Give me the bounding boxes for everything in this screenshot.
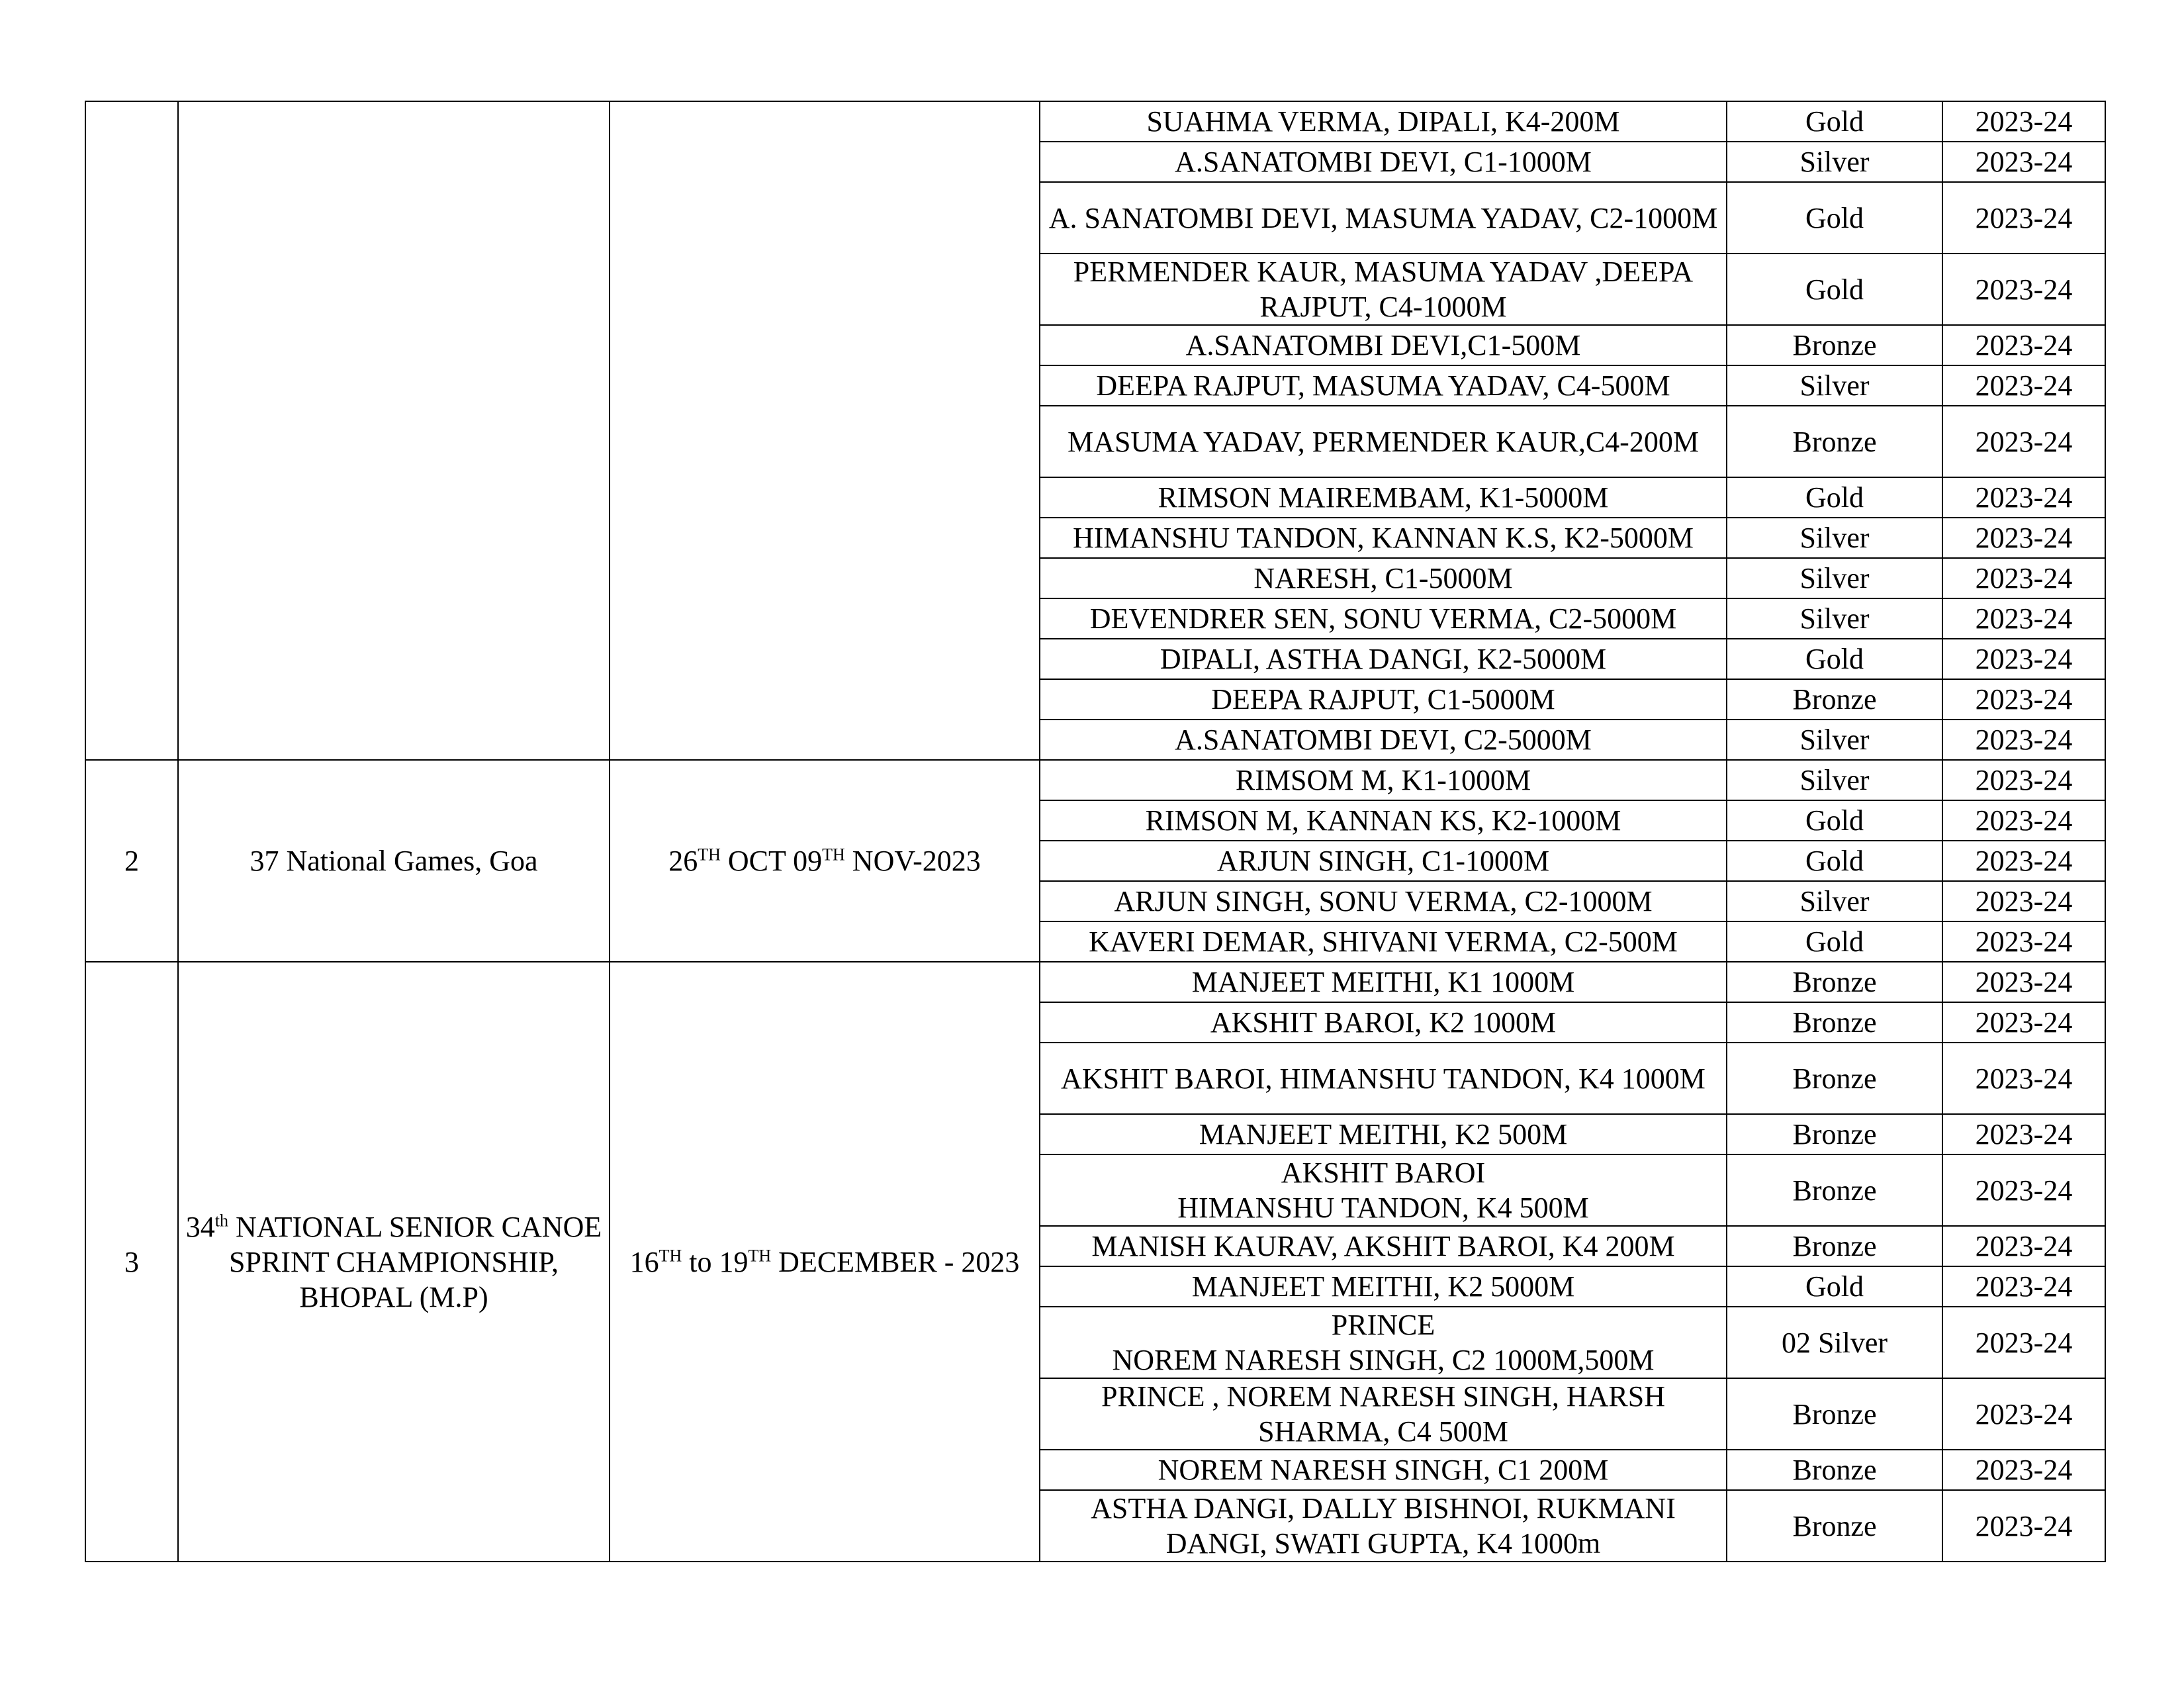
text-part: NATIONAL SENIOR CANOE SPRINT CHAMPIONSHIP, BHOPAL (M.P) (228, 1210, 602, 1313)
text-part: 34 (185, 1210, 215, 1243)
season-year-cell: 2023-24 (1942, 1307, 2105, 1378)
medal-cell: Bronze (1727, 1378, 1942, 1450)
season-year-cell: 2023-24 (1942, 182, 2105, 254)
medal-cell: Silver (1727, 881, 1942, 921)
athletes-event-cell: A. SANATOMBI DEVI, MASUMA YADAV, C2-1000M (1040, 182, 1727, 254)
season-year-cell: 2023-24 (1942, 760, 2105, 800)
season-year-cell: 2023-24 (1942, 142, 2105, 182)
season-year-cell: 2023-24 (1942, 1043, 2105, 1114)
event-date-cell (610, 962, 1040, 1562)
athletes-event-cell: DIPALI, ASTHA DANGI, K2-5000M (1040, 639, 1727, 679)
event-date-cell (610, 760, 1040, 962)
medal-cell: Silver (1727, 518, 1942, 558)
superscript: TH (748, 1245, 772, 1265)
athletes-event-cell: RIMSON M, KANNAN KS, K2-1000M (1040, 800, 1727, 841)
season-year-cell: 2023-24 (1942, 1378, 2105, 1450)
superscript: th (214, 1210, 228, 1230)
athletes-event-cell: NOREM NARESH SINGH, C1 200M (1040, 1450, 1727, 1490)
medal-cell: 02 Silver (1727, 1307, 1942, 1378)
athletes-event-cell: MANJEET MEITHI, K2 500M (1040, 1114, 1727, 1154)
medal-cell: Bronze (1727, 1114, 1942, 1154)
serial-number-cell: 2 (85, 760, 178, 962)
season-year-cell: 2023-24 (1942, 477, 2105, 518)
medal-cell: Bronze (1727, 1226, 1942, 1266)
medal-table-body (85, 101, 2105, 1562)
athletes-event-cell: ARJUN SINGH, SONU VERMA, C2-1000M (1040, 881, 1727, 921)
athletes-event-cell: A.SANATOMBI DEVI,C1-500M (1040, 325, 1727, 365)
medal-cell: Bronze (1727, 1154, 1942, 1226)
season-year-cell: 2023-24 (1942, 1266, 2105, 1307)
medal-cell: Silver (1727, 598, 1942, 639)
athletes-event-cell: RIMSON MAIREMBAM, K1-5000M (1040, 477, 1727, 518)
season-year-cell: 2023-24 (1942, 881, 2105, 921)
medal-cell: Silver (1727, 558, 1942, 598)
season-year-cell: 2023-24 (1942, 1490, 2105, 1562)
season-year-cell: 2023-24 (1942, 1450, 2105, 1490)
season-year-cell: 2023-24 (1942, 679, 2105, 720)
season-year-cell: 2023-24 (1942, 841, 2105, 881)
medal-cell: Silver (1727, 760, 1942, 800)
text-part: NOV-2023 (844, 845, 981, 877)
season-year-cell: 2023-24 (1942, 1002, 2105, 1043)
season-year-cell: 2023-24 (1942, 639, 2105, 679)
season-year-cell: 2023-24 (1942, 254, 2105, 325)
medal-cell: Bronze (1727, 406, 1942, 477)
text-part: 26 (668, 845, 698, 877)
text-part: OCT 09 (720, 845, 823, 877)
season-year-cell: 2023-24 (1942, 921, 2105, 962)
season-year-cell: 2023-24 (1942, 800, 2105, 841)
season-year-cell: 2023-24 (1942, 406, 2105, 477)
medal-cell: Bronze (1727, 1002, 1942, 1043)
season-year-cell: 2023-24 (1942, 720, 2105, 760)
athletes-event-cell: SUAHMA VERMA, DIPALI, K4-200M (1040, 101, 1727, 142)
athletes-event-cell: A.SANATOMBI DEVI, C1-1000M (1040, 142, 1727, 182)
season-year-cell: 2023-24 (1942, 518, 2105, 558)
season-year-cell: 2023-24 (1942, 558, 2105, 598)
athletes-event-cell: DEEPA RAJPUT, MASUMA YADAV, C4-500M (1040, 365, 1727, 406)
athletes-event-cell: RIMSOM M, K1-1000M (1040, 760, 1727, 800)
text-part: DECEMBER - 2023 (771, 1245, 1020, 1278)
medal-cell: Gold (1727, 254, 1942, 325)
season-year-cell: 2023-24 (1942, 1226, 2105, 1266)
medal-cell: Gold (1727, 800, 1942, 841)
athletes-event-cell: MANJEET MEITHI, K2 5000M (1040, 1266, 1727, 1307)
superscript: TH (698, 845, 721, 865)
athletes-event-cell: PRINCE NOREM NARESH SINGH, C2 1000M,500M (1040, 1307, 1727, 1378)
athletes-event-cell: AKSHIT BAROI, HIMANSHU TANDON, K4 1000M (1040, 1043, 1727, 1114)
event-name-cell: 37 National Games, Goa (178, 760, 610, 962)
event-date-cell (610, 101, 1040, 760)
medal-cell: Gold (1727, 101, 1942, 142)
season-year-cell: 2023-24 (1942, 598, 2105, 639)
athletes-event-cell: PRINCE , NOREM NARESH SINGH, HARSH SHARMA, C4 500M (1040, 1378, 1727, 1450)
season-year-cell: 2023-24 (1942, 962, 2105, 1002)
medal-cell: Silver (1727, 365, 1942, 406)
medal-cell: Gold (1727, 841, 1942, 881)
season-year-cell: 2023-24 (1942, 1114, 2105, 1154)
medal-cell: Bronze (1727, 1043, 1942, 1114)
table-row (85, 962, 2105, 1002)
athletes-event-cell: MANISH KAURAV, AKSHIT BAROI, K4 200M (1040, 1226, 1727, 1266)
season-year-cell: 2023-24 (1942, 101, 2105, 142)
medal-cell: Silver (1727, 142, 1942, 182)
text-part: 16 (629, 1245, 659, 1278)
athletes-event-cell: MASUMA YADAV, PERMENDER KAUR,C4-200M (1040, 406, 1727, 477)
serial-number-cell: 3 (85, 962, 178, 1562)
medal-cell: Gold (1727, 639, 1942, 679)
athletes-event-cell: NARESH, C1-5000M (1040, 558, 1727, 598)
medal-cell: Bronze (1727, 1490, 1942, 1562)
athletes-event-cell: A.SANATOMBI DEVI, C2-5000M (1040, 720, 1727, 760)
athletes-event-cell: KAVERI DEMAR, SHIVANI VERMA, C2-500M (1040, 921, 1727, 962)
athletes-event-cell: HIMANSHU TANDON, KANNAN K.S, K2-5000M (1040, 518, 1727, 558)
event-name-cell (178, 101, 610, 760)
event-name-cell (178, 962, 610, 1562)
medal-cell: Gold (1727, 182, 1942, 254)
athletes-event-cell: MANJEET MEITHI, K1 1000M (1040, 962, 1727, 1002)
medal-table (85, 101, 2106, 1562)
athletes-event-cell: DEVENDRER SEN, SONU VERMA, C2-5000M (1040, 598, 1727, 639)
serial-number-cell (85, 101, 178, 760)
season-year-cell: 2023-24 (1942, 325, 2105, 365)
text-part: to 19 (682, 1245, 749, 1278)
medal-cell: Silver (1727, 720, 1942, 760)
medal-cell: Gold (1727, 921, 1942, 962)
table-row (85, 760, 2105, 800)
season-year-cell: 2023-24 (1942, 365, 2105, 406)
medal-cell: Bronze (1727, 1450, 1942, 1490)
athletes-event-cell: ARJUN SINGH, C1-1000M (1040, 841, 1727, 881)
medal-cell: Gold (1727, 477, 1942, 518)
medal-cell: Bronze (1727, 679, 1942, 720)
athletes-event-cell: PERMENDER KAUR, MASUMA YADAV ,DEEPA RAJPUT, C4-1000M (1040, 254, 1727, 325)
medal-cell: Gold (1727, 1266, 1942, 1307)
season-year-cell: 2023-24 (1942, 1154, 2105, 1226)
superscript: TH (659, 1245, 682, 1265)
athletes-event-cell: DEEPA RAJPUT, C1-5000M (1040, 679, 1727, 720)
athletes-event-cell: AKSHIT BAROI HIMANSHU TANDON, K4 500M (1040, 1154, 1727, 1226)
medal-cell: Bronze (1727, 325, 1942, 365)
table-row (85, 101, 2105, 142)
athletes-event-cell: AKSHIT BAROI, K2 1000M (1040, 1002, 1727, 1043)
medal-cell: Bronze (1727, 962, 1942, 1002)
superscript: TH (822, 845, 845, 865)
athletes-event-cell: ASTHA DANGI, DALLY BISHNOI, RUKMANI DANGI, SWATI GUPTA, K4 1000m (1040, 1490, 1727, 1562)
